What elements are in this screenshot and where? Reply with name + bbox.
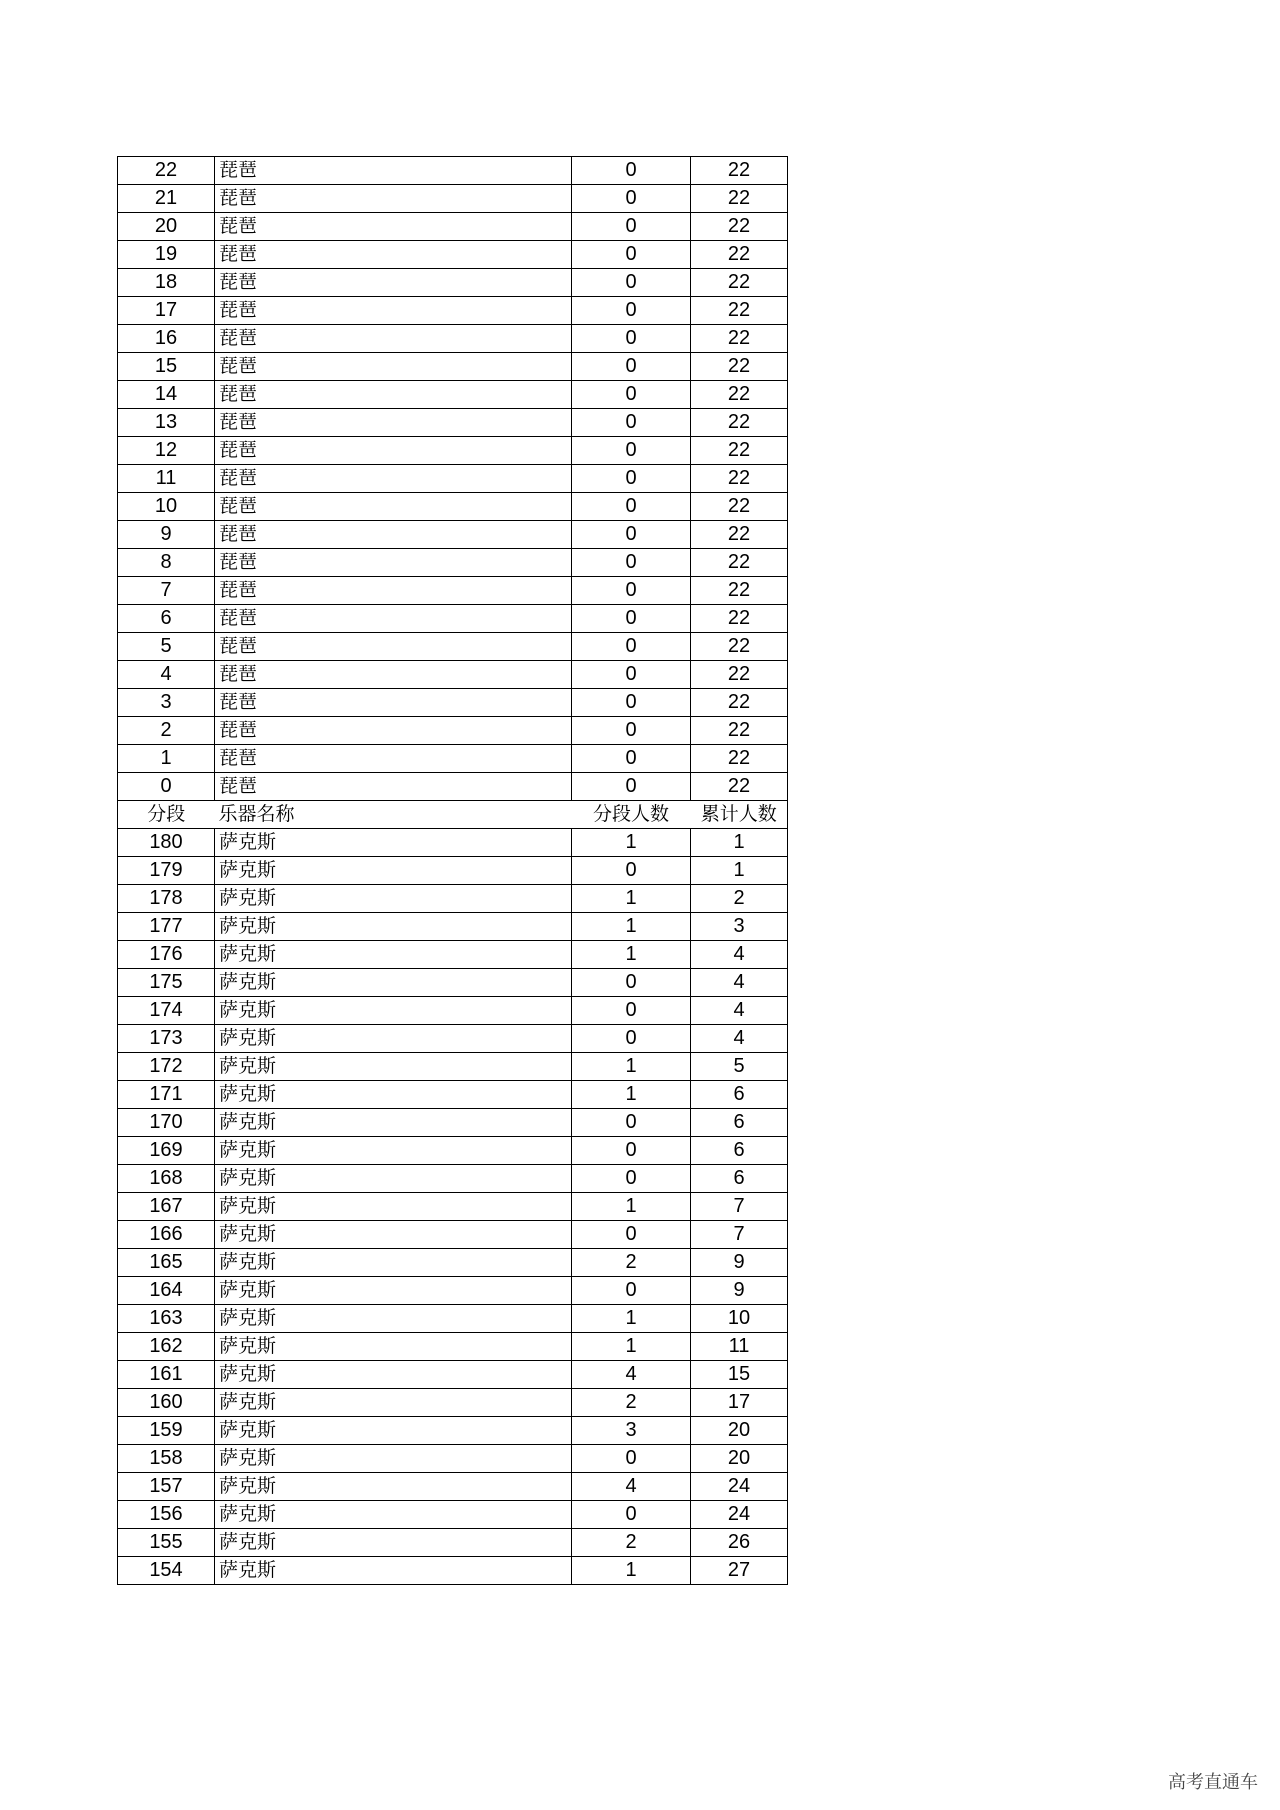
cumulative-count-cell: 7 — [691, 1221, 788, 1249]
segment-count-cell: 1 — [572, 1193, 691, 1221]
cumulative-count-cell: 22 — [691, 689, 788, 717]
instrument-cell: 琵琶 — [215, 325, 572, 353]
cumulative-count-cell: 10 — [691, 1305, 788, 1333]
table-row — [118, 157, 788, 185]
instrument-cell: 萨克斯 — [215, 1473, 572, 1501]
segment-count-cell: 0 — [572, 633, 691, 661]
segment-count-cell: 0 — [572, 1025, 691, 1053]
instrument-cell: 萨克斯 — [215, 1221, 572, 1249]
segment-count-cell: 2 — [572, 1249, 691, 1277]
table-row — [118, 241, 788, 269]
table-row — [118, 941, 788, 969]
instrument-cell: 琵琶 — [215, 773, 572, 801]
segment-cell: 8 — [118, 549, 215, 577]
cumulative-count-cell: 9 — [691, 1277, 788, 1305]
segment-count-cell: 1 — [572, 885, 691, 913]
cumulative-count-cell: 4 — [691, 969, 788, 997]
instrument-cell: 萨克斯 — [215, 941, 572, 969]
instrument-cell: 萨克斯 — [215, 1417, 572, 1445]
instrument-cell: 萨克斯 — [215, 1193, 572, 1221]
instrument-cell: 萨克斯 — [215, 969, 572, 997]
cumulative-count-cell: 1 — [691, 857, 788, 885]
cumulative-count-cell: 15 — [691, 1361, 788, 1389]
table-row — [118, 353, 788, 381]
segment-count-cell: 3 — [572, 1417, 691, 1445]
segment-count-cell: 0 — [572, 689, 691, 717]
instrument-cell: 萨克斯 — [215, 1361, 572, 1389]
segment-cell: 169 — [118, 1137, 215, 1165]
segment-cell: 17 — [118, 297, 215, 325]
instrument-cell: 琵琶 — [215, 353, 572, 381]
segment-cell: 21 — [118, 185, 215, 213]
table-row — [118, 885, 788, 913]
segment-cell: 162 — [118, 1333, 215, 1361]
instrument-cell: 萨克斯 — [215, 1389, 572, 1417]
segment-count-cell: 0 — [572, 1445, 691, 1473]
segment-cell: 168 — [118, 1165, 215, 1193]
segment-cell: 7 — [118, 577, 215, 605]
score-table — [117, 156, 788, 1585]
segment-count-cell: 0 — [572, 213, 691, 241]
segment-count-cell: 0 — [572, 381, 691, 409]
segment-count-cell: 2 — [572, 1389, 691, 1417]
segment-count-cell: 0 — [572, 717, 691, 745]
table-row — [118, 269, 788, 297]
instrument-cell: 萨克斯 — [215, 1445, 572, 1473]
segment-cell: 13 — [118, 409, 215, 437]
cumulative-count-cell: 9 — [691, 1249, 788, 1277]
cumulative-count-cell: 6 — [691, 1109, 788, 1137]
segment-cell: 9 — [118, 521, 215, 549]
segment-count-cell: 1 — [572, 1053, 691, 1081]
instrument-cell: 琵琶 — [215, 157, 572, 185]
cumulative-count-cell: 6 — [691, 1165, 788, 1193]
instrument-cell: 琵琶 — [215, 521, 572, 549]
segment-count-cell: 0 — [572, 1501, 691, 1529]
instrument-cell: 萨克斯 — [215, 913, 572, 941]
segment-cell: 155 — [118, 1529, 215, 1557]
segment-count-cell: 0 — [572, 353, 691, 381]
segment-count-cell: 0 — [572, 241, 691, 269]
segment-cell: 16 — [118, 325, 215, 353]
table-row — [118, 1249, 788, 1277]
cumulative-count-cell: 22 — [691, 577, 788, 605]
segment-count-cell: 0 — [572, 1221, 691, 1249]
segment-cell: 176 — [118, 941, 215, 969]
table-row — [118, 661, 788, 689]
table-row — [118, 1081, 788, 1109]
table-row — [118, 1193, 788, 1221]
table-row — [118, 577, 788, 605]
table-row — [118, 1417, 788, 1445]
table-row — [118, 689, 788, 717]
segment-cell: 171 — [118, 1081, 215, 1109]
segment-cell: 164 — [118, 1277, 215, 1305]
cumulative-count-cell: 22 — [691, 661, 788, 689]
cumulative-count-cell: 20 — [691, 1445, 788, 1473]
cumulative-count-cell: 22 — [691, 521, 788, 549]
segment-cell: 174 — [118, 997, 215, 1025]
segment-cell: 20 — [118, 213, 215, 241]
cumulative-count-cell: 11 — [691, 1333, 788, 1361]
header-segment-count: 分段人数 — [572, 801, 691, 829]
segment-count-cell: 0 — [572, 1277, 691, 1305]
segment-count-cell: 0 — [572, 997, 691, 1025]
cumulative-count-cell: 22 — [691, 605, 788, 633]
instrument-cell: 萨克斯 — [215, 857, 572, 885]
segment-cell: 15 — [118, 353, 215, 381]
segment-cell: 10 — [118, 493, 215, 521]
cumulative-count-cell: 22 — [691, 297, 788, 325]
segment-count-cell: 0 — [572, 437, 691, 465]
table-row — [118, 1221, 788, 1249]
segment-cell: 175 — [118, 969, 215, 997]
segment-count-cell: 1 — [572, 1081, 691, 1109]
table-body — [118, 157, 788, 1585]
segment-cell: 163 — [118, 1305, 215, 1333]
segment-count-cell: 1 — [572, 913, 691, 941]
segment-cell: 2 — [118, 717, 215, 745]
table-row — [118, 381, 788, 409]
instrument-cell: 琵琶 — [215, 381, 572, 409]
segment-cell: 5 — [118, 633, 215, 661]
table-row — [118, 605, 788, 633]
segment-cell: 167 — [118, 1193, 215, 1221]
segment-cell: 1 — [118, 745, 215, 773]
segment-cell: 165 — [118, 1249, 215, 1277]
table-row — [118, 297, 788, 325]
table-row — [118, 549, 788, 577]
table-row — [118, 913, 788, 941]
segment-cell: 161 — [118, 1361, 215, 1389]
table-row — [118, 521, 788, 549]
segment-count-cell: 0 — [572, 409, 691, 437]
cumulative-count-cell: 22 — [691, 465, 788, 493]
instrument-cell: 萨克斯 — [215, 1333, 572, 1361]
instrument-cell: 萨克斯 — [215, 1165, 572, 1193]
table-row — [118, 1473, 788, 1501]
segment-count-cell: 0 — [572, 1109, 691, 1137]
table-row — [118, 1501, 788, 1529]
segment-cell: 166 — [118, 1221, 215, 1249]
segment-count-cell: 0 — [572, 1137, 691, 1165]
instrument-cell: 萨克斯 — [215, 1557, 572, 1585]
segment-count-cell: 1 — [572, 941, 691, 969]
segment-count-cell: 1 — [572, 1333, 691, 1361]
cumulative-count-cell: 2 — [691, 885, 788, 913]
segment-count-cell: 0 — [572, 1165, 691, 1193]
watermark: 高考直通车 — [1168, 1772, 1258, 1793]
segment-count-cell: 1 — [572, 829, 691, 857]
cumulative-count-cell: 22 — [691, 353, 788, 381]
segment-count-cell: 0 — [572, 521, 691, 549]
table-row — [118, 1361, 788, 1389]
segment-count-cell: 0 — [572, 185, 691, 213]
segment-cell: 0 — [118, 773, 215, 801]
segment-cell: 179 — [118, 857, 215, 885]
segment-cell: 22 — [118, 157, 215, 185]
cumulative-count-cell: 3 — [691, 913, 788, 941]
segment-count-cell: 0 — [572, 969, 691, 997]
segment-cell: 3 — [118, 689, 215, 717]
segment-count-cell: 0 — [572, 269, 691, 297]
instrument-cell: 琵琶 — [215, 633, 572, 661]
table-row — [118, 773, 788, 801]
segment-count-cell: 1 — [572, 1305, 691, 1333]
table-row — [118, 1445, 788, 1473]
instrument-cell: 琵琶 — [215, 661, 572, 689]
segment-cell: 159 — [118, 1417, 215, 1445]
segment-count-cell: 2 — [572, 1529, 691, 1557]
instrument-cell: 琵琶 — [215, 437, 572, 465]
table-row — [118, 409, 788, 437]
instrument-cell: 萨克斯 — [215, 885, 572, 913]
instrument-cell: 琵琶 — [215, 213, 572, 241]
cumulative-count-cell: 22 — [691, 325, 788, 353]
segment-cell: 18 — [118, 269, 215, 297]
segment-cell: 11 — [118, 465, 215, 493]
instrument-cell: 琵琶 — [215, 717, 572, 745]
segment-count-cell: 0 — [572, 857, 691, 885]
segment-cell: 177 — [118, 913, 215, 941]
segment-count-cell: 0 — [572, 549, 691, 577]
table-row — [118, 969, 788, 997]
segment-count-cell: 0 — [572, 773, 691, 801]
instrument-cell: 琵琶 — [215, 745, 572, 773]
cumulative-count-cell: 22 — [691, 773, 788, 801]
segment-count-cell: 0 — [572, 745, 691, 773]
cumulative-count-cell: 22 — [691, 717, 788, 745]
cumulative-count-cell: 24 — [691, 1473, 788, 1501]
table-row — [118, 213, 788, 241]
cumulative-count-cell: 22 — [691, 493, 788, 521]
instrument-cell: 萨克斯 — [215, 1305, 572, 1333]
segment-count-cell: 0 — [572, 157, 691, 185]
segment-count-cell: 0 — [572, 661, 691, 689]
cumulative-count-cell: 6 — [691, 1137, 788, 1165]
instrument-cell: 萨克斯 — [215, 1137, 572, 1165]
table-row — [118, 1137, 788, 1165]
cumulative-count-cell: 24 — [691, 1501, 788, 1529]
cumulative-count-cell: 22 — [691, 437, 788, 465]
table-row — [118, 633, 788, 661]
segment-cell: 154 — [118, 1557, 215, 1585]
segment-count-cell: 0 — [572, 493, 691, 521]
segment-cell: 157 — [118, 1473, 215, 1501]
instrument-cell: 萨克斯 — [215, 1249, 572, 1277]
segment-count-cell: 4 — [572, 1473, 691, 1501]
instrument-cell: 萨克斯 — [215, 1025, 572, 1053]
segment-count-cell: 0 — [572, 605, 691, 633]
cumulative-count-cell: 22 — [691, 241, 788, 269]
segment-cell: 160 — [118, 1389, 215, 1417]
table-row — [118, 1557, 788, 1585]
table-row — [118, 997, 788, 1025]
segment-count-cell: 0 — [572, 297, 691, 325]
instrument-cell: 琵琶 — [215, 689, 572, 717]
table-row — [118, 185, 788, 213]
table-row — [118, 1277, 788, 1305]
table-row — [118, 1165, 788, 1193]
table-row — [118, 1025, 788, 1053]
segment-count-cell: 0 — [572, 465, 691, 493]
instrument-cell: 琵琶 — [215, 549, 572, 577]
header-cumulative-count: 累计人数 — [691, 801, 788, 829]
cumulative-count-cell: 4 — [691, 941, 788, 969]
cumulative-count-cell: 4 — [691, 997, 788, 1025]
instrument-cell: 琵琶 — [215, 465, 572, 493]
table-row — [118, 1333, 788, 1361]
segment-cell: 172 — [118, 1053, 215, 1081]
cumulative-count-cell: 7 — [691, 1193, 788, 1221]
cumulative-count-cell: 22 — [691, 157, 788, 185]
instrument-cell: 琵琶 — [215, 577, 572, 605]
cumulative-count-cell: 22 — [691, 633, 788, 661]
segment-cell: 170 — [118, 1109, 215, 1137]
table-row — [118, 717, 788, 745]
table-row — [118, 1053, 788, 1081]
segment-cell: 4 — [118, 661, 215, 689]
cumulative-count-cell: 17 — [691, 1389, 788, 1417]
table-row — [118, 325, 788, 353]
instrument-cell: 萨克斯 — [215, 1501, 572, 1529]
segment-count-cell: 0 — [572, 577, 691, 605]
segment-cell: 12 — [118, 437, 215, 465]
instrument-cell: 萨克斯 — [215, 1053, 572, 1081]
segment-cell: 6 — [118, 605, 215, 633]
table-row — [118, 745, 788, 773]
segment-cell: 173 — [118, 1025, 215, 1053]
segment-cell: 156 — [118, 1501, 215, 1529]
table-row — [118, 1389, 788, 1417]
cumulative-count-cell: 6 — [691, 1081, 788, 1109]
cumulative-count-cell: 22 — [691, 549, 788, 577]
cumulative-count-cell: 22 — [691, 409, 788, 437]
segment-cell: 14 — [118, 381, 215, 409]
instrument-cell: 琵琶 — [215, 409, 572, 437]
cumulative-count-cell: 1 — [691, 829, 788, 857]
instrument-cell: 萨克斯 — [215, 1081, 572, 1109]
instrument-cell: 萨克斯 — [215, 1529, 572, 1557]
instrument-cell: 琵琶 — [215, 269, 572, 297]
cumulative-count-cell: 22 — [691, 185, 788, 213]
table-row — [118, 1305, 788, 1333]
segment-count-cell: 0 — [572, 325, 691, 353]
table-row — [118, 829, 788, 857]
instrument-cell: 琵琶 — [215, 241, 572, 269]
instrument-cell: 琵琶 — [215, 185, 572, 213]
cumulative-count-cell: 26 — [691, 1529, 788, 1557]
cumulative-count-cell: 22 — [691, 745, 788, 773]
segment-cell: 158 — [118, 1445, 215, 1473]
segment-count-cell: 1 — [572, 1557, 691, 1585]
cumulative-count-cell: 22 — [691, 381, 788, 409]
instrument-cell: 琵琶 — [215, 297, 572, 325]
header-instrument: 乐器名称 — [215, 801, 572, 829]
table-row — [118, 465, 788, 493]
instrument-cell: 琵琶 — [215, 605, 572, 633]
table-row — [118, 1529, 788, 1557]
cumulative-count-cell: 27 — [691, 1557, 788, 1585]
cumulative-count-cell: 5 — [691, 1053, 788, 1081]
segment-cell: 178 — [118, 885, 215, 913]
cumulative-count-cell: 20 — [691, 1417, 788, 1445]
table-row — [118, 437, 788, 465]
instrument-cell: 萨克斯 — [215, 829, 572, 857]
instrument-cell: 萨克斯 — [215, 1109, 572, 1137]
segment-cell: 19 — [118, 241, 215, 269]
table-row — [118, 857, 788, 885]
cumulative-count-cell: 22 — [691, 213, 788, 241]
header-segment: 分段 — [118, 801, 215, 829]
segment-count-cell: 4 — [572, 1361, 691, 1389]
table-row — [118, 493, 788, 521]
instrument-cell: 萨克斯 — [215, 1277, 572, 1305]
segment-cell: 180 — [118, 829, 215, 857]
cumulative-count-cell: 4 — [691, 1025, 788, 1053]
instrument-cell: 琵琶 — [215, 493, 572, 521]
table-row — [118, 1109, 788, 1137]
cumulative-count-cell: 22 — [691, 269, 788, 297]
table-header-row — [118, 801, 788, 829]
instrument-cell: 萨克斯 — [215, 997, 572, 1025]
